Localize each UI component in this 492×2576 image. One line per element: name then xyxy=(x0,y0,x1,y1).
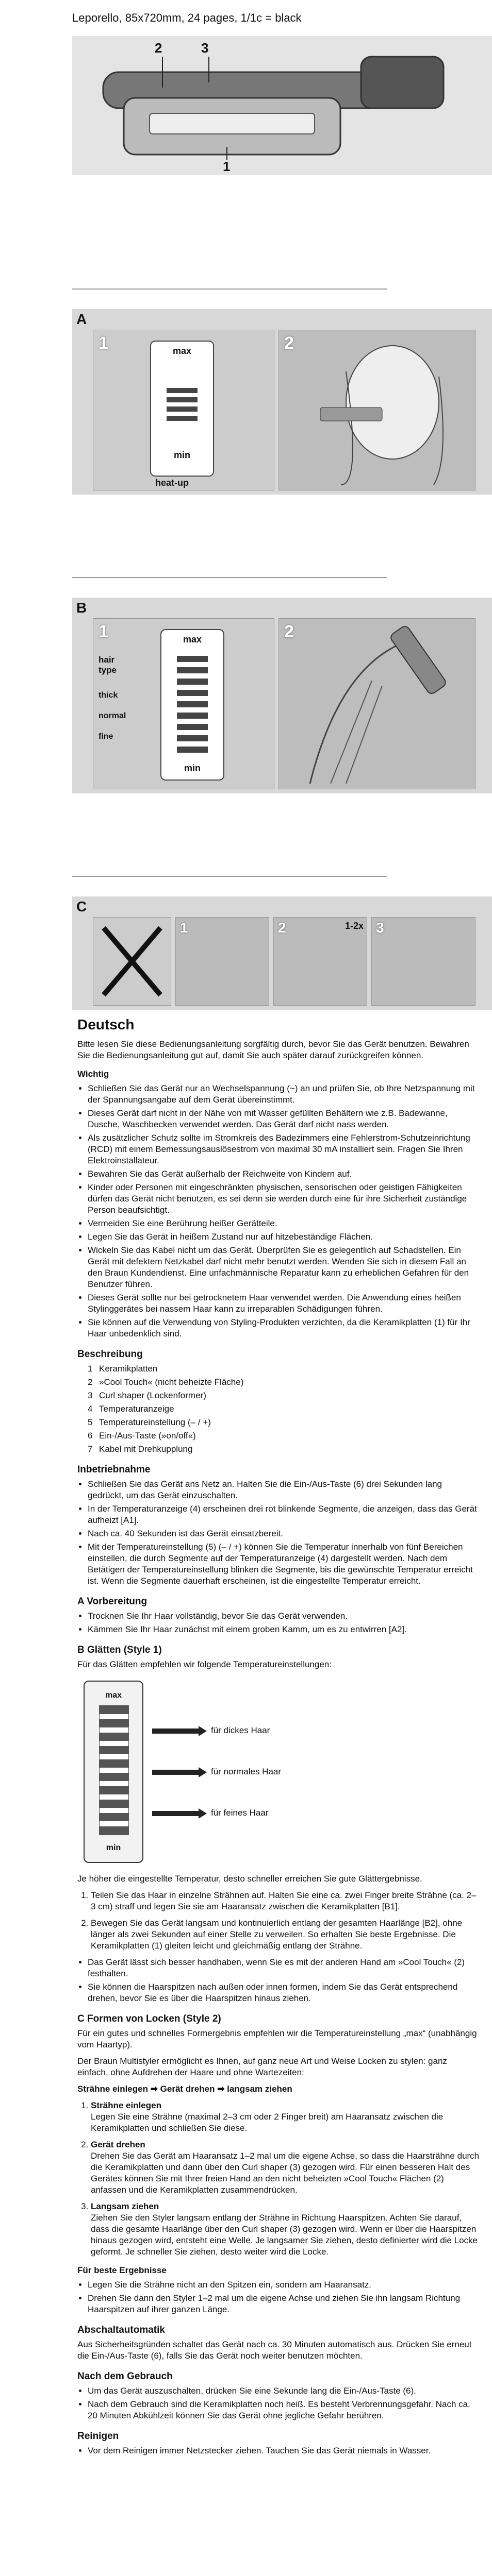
panel-number: 2 xyxy=(284,333,294,353)
hair-type-label: hair type xyxy=(99,655,117,675)
glaetten-extra xyxy=(77,1957,480,2004)
list-item: • Nach ca. 40 Sekunden ist das Gerät einsatzbereit. xyxy=(88,1528,480,1539)
multistyler-illustration xyxy=(72,36,492,175)
part-item: 5 Temperatureinstellung (– / +) xyxy=(88,1417,211,1427)
heatup-label: heat-up xyxy=(155,478,189,488)
section-heading: Für beste Ergebnisse xyxy=(77,2265,167,2275)
panel-C2 xyxy=(273,917,367,1006)
list-item: • Sie können auf die Verwendung von Styling-Produkten verzichten, da die Keramikplatten (1) für Ihr Haar unbedenklich sind. xyxy=(88,1317,480,1340)
temperature-display xyxy=(160,629,224,781)
section-heading: Reinigen xyxy=(77,2431,119,2442)
inbetriebnahme-list xyxy=(77,1479,480,1587)
panel-number: 1 xyxy=(99,622,108,641)
list-item: • Sie können die Haarspitzen nach außen oder innen formen, indem Sie das Gerät entsprechend drehen, bevor Sie es über die Haarspitzen hinaus ziehen. xyxy=(88,1981,480,2004)
cross-icon xyxy=(93,918,171,1005)
step-item: 3. Langsam ziehen Ziehen Sie den Styler langsam entlang der Strähne in Richtung Haarspitzen. Achten Sie darauf, dass die gesamte Haarlänge über den Curl shaper (3) gezogen wird. Wenn er über die Haarspitzen hinaus gezogen wird, entsteht eine Welle. Je langsamer Sie ziehen, desto definierter wird die Locke geformt. Je schneller Sie ziehen, desto weiter wird die Locke. xyxy=(91,2201,480,2258)
thick-label: thick xyxy=(99,691,118,700)
temperature-scale xyxy=(99,1705,129,1835)
list-item: • Legen Sie die Strähne nicht an den Spitzen ein, sondern am Haaransatz. xyxy=(88,2279,480,2291)
section-heading: Beschreibung xyxy=(77,1349,143,1360)
paragraph: Der Braun Multistyler ermöglicht es Ihnen, auf ganz neue Art und Weise Locken zu stylen: ganz einfach, ohne Aufdrehen der Haare und ohne Wartezeiten: xyxy=(77,2056,447,2077)
list-item: • Schließen Sie das Gerät ans Netz an. Halten Sie die Ein-/Aus-Taste (6) drei Sekunden lang gedrückt, um das Gerät einzuschalten. xyxy=(88,1479,480,1501)
divider xyxy=(72,876,387,877)
paragraph: Aus Sicherheitsgründen schaltet das Gerät nach ca. 30 Minuten automatisch aus. Drücken Sie erneut die Ein-/Aus-Taste (6), falls Sie das Gerät noch weiter benutzen möchten. xyxy=(77,2340,472,2361)
reinigen-list xyxy=(77,2445,480,2456)
part-item: 3 Curl shaper (Lockenformer) xyxy=(88,1391,206,1400)
part-item: 7 Kabel mit Drehkupplung xyxy=(88,1444,193,1454)
panel-B1 xyxy=(93,618,274,789)
list-item: • In der Temperaturanzeige (4) erscheinen drei rot blinkende Segmente, die anzeigen, dass das Gerät aufheizt [A1]. xyxy=(88,1503,480,1526)
temperature-display xyxy=(84,1681,143,1863)
section-heading: Inbetriebnahme xyxy=(77,1464,151,1475)
min-label: min xyxy=(184,763,201,773)
list-item: • Trocknen Sie Ihr Haar vollständig, bevor Sie das Gerät verwenden. xyxy=(88,1611,480,1622)
max-label: max xyxy=(172,346,192,356)
callout-3: 3 xyxy=(201,40,209,56)
temperature-diagram xyxy=(77,1675,407,1866)
temp-segments xyxy=(177,656,208,754)
min-label: min xyxy=(106,1843,121,1852)
list-item: • Vor dem Reinigen immer Netzstecker ziehen. Tauchen Sie das Gerät niemals in Wasser. xyxy=(88,2445,480,2456)
step-item: 2. Bewegen Sie das Gerät langsam und kontinuierlich entlang der gesamten Haarlänge [B2], ohne länger als zwei Sekunden auf einer Stelle zu verweilen. So erhalten Sie beste Ergebnisse. Die Keramikplatten (1) gleiten leicht und gleichmäßig entlang der Strähne. xyxy=(91,1918,480,1952)
nach-list xyxy=(77,2385,480,2421)
curl-flow: Strähne einlegen ➡ Gerät drehen ➡ langsam ziehen xyxy=(77,2084,292,2094)
callout-2: 2 xyxy=(155,40,162,56)
section-heading: C Formen von Locken (Style 2) xyxy=(77,2013,221,2024)
intro-paragraph: Bitte lesen Sie diese Bedienungsanleitung sorgfältig durch, bevor Sie das Gerät benutzen. Bewahren Sie die Bedienungsanleitung gut auf, damit Sie auch später darauf zurückgreifen können. xyxy=(77,1039,469,1060)
section-heading: Wichtig xyxy=(77,1069,109,1079)
list-item: • Nach dem Gebrauch sind die Keramikplatten noch heiß. Es besteht Verbrennungsgefahr. Nach ca. 20 Minuten Abkühlzeit können Sie das Gerät ohne jegliche Gefahr berühren. xyxy=(88,2399,480,2421)
paragraph: Für ein gutes und schnelles Formergebnis empfehlen wir die Temperatureinstellung „max“ (unabhängig vom Haartyp). xyxy=(77,2028,477,2049)
vorbereitung-list xyxy=(77,1611,480,1635)
normal-hair-row: für normales Haar xyxy=(152,1766,281,1778)
tipps-list xyxy=(77,2279,480,2315)
step-item: 1. Teilen Sie das Haar in einzelne Strähnen auf. Halten Sie eine ca. zwei Finger breite Strähne (ca. 2–3 cm) straff und legen Sie sie am Haaransatz zwischen die Keramikplatten [B1]. xyxy=(91,1890,480,1912)
step-item: 1. Strähne einlegen Legen Sie eine Strähne (maximal 2–3 cm oder 2 Finger breit) am Haaransatz zwischen die Keramikplatten und schließen Sie diese. xyxy=(91,2100,480,2134)
callout-1: 1 xyxy=(223,159,231,174)
panel-B2 xyxy=(278,618,475,789)
fine-hair-row: für feines Haar xyxy=(152,1807,269,1820)
list-item: • Dieses Gerät darf nicht in der Nähe von mit Wasser gefüllten Behältern wie z.B. Badewanne, Dusche, Waschbecken verwendet werden. Das Gerät darf nicht nass werden. xyxy=(88,1108,480,1130)
arrow-right-icon xyxy=(199,1767,207,1777)
arrow-right-icon xyxy=(199,1726,207,1736)
max-label: max xyxy=(105,1691,122,1700)
step-item: 2. Gerät drehen Drehen Sie das Gerät am Haaransatz 1–2 mal um die eigene Achse, so dass die Haarsträhne durch die Keramikplatten und dann über den Curl shaper (3) gezogen wird. Für einen besseren Halt des Gerätes können Sie mit Ihrer freien Hand an den nicht beheizten »Cool Touch« Flächen (2) anfassen und die Keramikplatten zusammendrücken. xyxy=(91,2139,480,2196)
min-label: min xyxy=(173,450,190,460)
divider xyxy=(72,577,387,578)
section-heading: B Glätten (Style 1) xyxy=(77,1645,162,1655)
panel-number: 3 xyxy=(376,920,384,936)
part-item: 4 Temperaturanzeige xyxy=(88,1404,174,1414)
figure-letter: B xyxy=(76,600,87,616)
product-figure xyxy=(72,36,492,175)
list-item: • Kinder oder Personen mit eingeschränkten physischen, sensorischen oder geistigen Fähigkeiten dürfen das Gerät nicht benutzen, es sei denn sie werden durch eine für ihre Sicherheit zuständige Person beaufsichtigt. xyxy=(88,1182,480,1216)
parts-list xyxy=(77,1363,480,1455)
manual-text xyxy=(77,1016,480,2461)
panel-number: 1 xyxy=(180,920,188,936)
arrow-right-icon xyxy=(199,1808,207,1819)
language-title: Deutsch xyxy=(77,1016,135,1032)
arrow-shaft xyxy=(152,1811,199,1816)
fine-label: fine xyxy=(99,732,113,741)
list-item: • Mit der Temperatureinstellung (5) (– / +) können Sie die Temperatur innerhalb von fünf Bereichen einstellen, die durch Segmente auf der Temperaturanzeige (4) dargestellt werden. Nach dem Betätigen der Temperatureinstellung blinken die Segmente, bis die gewünschte Temperatur erreicht ist. Wenn die Segmente dauerhaft erscheinen, ist die eingestellte Temperatur erreicht. xyxy=(88,1541,480,1587)
figure-B xyxy=(72,598,492,793)
divider xyxy=(72,289,387,290)
locken-steps xyxy=(77,2100,480,2258)
section-heading: A Vorbereitung xyxy=(77,1596,147,1607)
figure-C xyxy=(72,896,492,1010)
list-item: • Bewahren Sie das Gerät außerhalb der Reichweite von Kindern auf. xyxy=(88,1168,480,1180)
part-item: 1 Keramikplatten xyxy=(88,1364,158,1374)
panel-number: 1 xyxy=(99,333,108,353)
list-item: • Kämmen Sie Ihr Haar zunächst mit einem groben Kamm, um es zu entwirren [A2]. xyxy=(88,1624,480,1635)
panel-C3 xyxy=(371,917,475,1006)
panel-C1 xyxy=(175,917,269,1006)
list-item: • Legen Sie das Gerät in heißem Zustand nur auf hitzebeständige Flächen. xyxy=(88,1231,480,1243)
list-item: • Um das Gerät auszuschalten, drücken Sie eine Sekunde lang die Ein-/Aus-Taste (6). xyxy=(88,2385,480,2397)
repeat-label: 1-2x xyxy=(345,921,364,931)
arrow-shaft xyxy=(152,1770,199,1775)
section-heading: Abschaltautomatik xyxy=(77,2325,165,2335)
temperature-display xyxy=(150,341,214,477)
combing-hair-illustration xyxy=(279,330,475,490)
part-item: 6 Ein-/Aus-Taste (»on/off«) xyxy=(88,1431,196,1440)
list-item: • Wickeln Sie das Kabel nicht um das Gerät. Überprüfen Sie es gelegentlich auf Schadstellen. Ein Gerät mit defektem Netzkabel darf nicht mehr benutzt werden. Wenden Sie sich in diesem Fall an den Braun Kundendienst. Eine unfachmännische Reparatur kann zu erheblichen Gefahren für den Benutzer führen. xyxy=(88,1245,480,1290)
list-item: • Vermeiden Sie eine Berührung heißer Gerätteile. xyxy=(88,1218,480,1229)
paragraph: Je höher die eingestellte Temperatur, desto schneller erreichen Sie gute Glättergebnisse. xyxy=(77,1874,422,1884)
list-item: • Schließen Sie das Gerät nur an Wechselspannung (~) an und prüfen Sie, ob Ihre Netzspannung mit der Spannungsangabe auf dem Gerät übereinstimmt. xyxy=(88,1083,480,1106)
thick-hair-row: für dickes Haar xyxy=(152,1725,270,1737)
normal-label: normal xyxy=(99,711,126,720)
part-item: 2 »Cool Touch« (nicht beheizte Fläche) xyxy=(88,1377,244,1387)
job-header: Leporello, 85x720mm, 24 pages, 1/1c = black xyxy=(72,11,302,24)
panel-C-wrong xyxy=(93,917,171,1006)
paragraph: Für das Glätten empfehlen wir folgende Temperatureinstellungen: xyxy=(77,1659,332,1669)
straightening-illustration xyxy=(279,619,475,789)
list-item: • Drehen Sie dann den Styler 1–2 mal um die eigene Achse und ziehen Sie ihn langsam Richtung Haarspitzen auf ihrer ganzen Länge. xyxy=(88,2293,480,2315)
panel-A1 xyxy=(93,330,274,490)
panel-A2 xyxy=(278,330,475,490)
list-item: • Dieses Gerät sollte nur bei getrocknetem Haar verwendet werden. Die Anwendung eines heißen Stylinggerätes bei nassem Haar kann zu irreparablen Schädigungen führen. xyxy=(88,1292,480,1315)
heat-segments xyxy=(167,388,198,424)
wichtig-list xyxy=(77,1083,480,1340)
figure-A xyxy=(72,309,492,495)
glaetten-steps xyxy=(77,1890,480,1952)
list-item: • Als zusätzlicher Schutz sollte im Stromkreis des Badezimmers eine Fehlerstrom-Schutzeinrichtung (RCD) mit einem Bemessungsauslösestrom von maximal 30 mA installiert sein. Fragen Sie Ihren Elektroinstallateur. xyxy=(88,1132,480,1166)
panel-number: 2 xyxy=(284,622,294,641)
panel-number: 2 xyxy=(278,920,286,936)
arrow-shaft xyxy=(152,1728,199,1734)
figure-letter: A xyxy=(76,311,87,327)
figure-letter: C xyxy=(76,899,87,914)
section-heading: Nach dem Gebrauch xyxy=(77,2371,173,2382)
list-item: • Das Gerät lässt sich besser handhaben, wenn Sie es mit der anderen Hand am »Cool Touch« (2) festhalten. xyxy=(88,1957,480,1979)
max-label: max xyxy=(183,634,202,645)
